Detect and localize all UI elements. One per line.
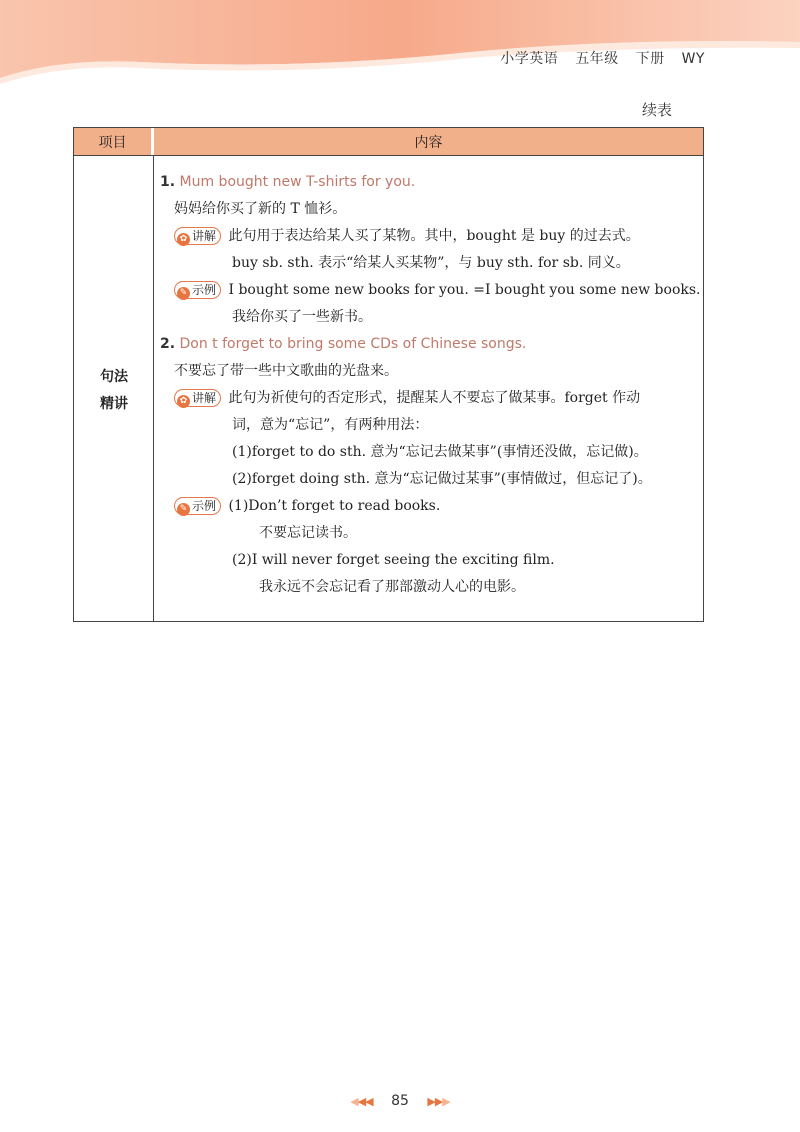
sentence-1-explain-text-2: buy sb. sth. 表示“给某人买某物”，与 buy sth. for sb. 同义。 <box>232 255 630 271</box>
row-label-line-1: 句法 <box>100 369 128 385</box>
header-banner <box>0 0 800 90</box>
sentence-2-example <box>174 496 440 516</box>
explain-tag: ✿ 讲解 <box>174 389 221 407</box>
page-number: 85 <box>391 1093 409 1109</box>
sentence-1-example-chinese: 我给你买了一些新书。 <box>232 309 372 325</box>
sentence-2-example-1-english: (1)Don’t forget to read books. <box>228 498 441 514</box>
sentence-1 <box>160 172 415 192</box>
grade-label: 五年级 <box>575 51 619 67</box>
sentence-1-explain <box>174 226 640 246</box>
sentence-2-number: 2. <box>160 336 176 352</box>
sentence-1-example <box>174 280 701 300</box>
row-label-cell <box>74 155 154 621</box>
row-label-line-2: 精讲 <box>100 396 128 412</box>
term-label: 下册 <box>635 51 665 67</box>
sentence-1-example-english: I bought some new books for you. =I bought you some new books. <box>228 282 701 298</box>
sentence-2-explain-text-1: 此句为祈使句的否定形式，提醒某人不要忘了做某事。forget 作动 <box>228 390 641 406</box>
sentence-2-explain-text-2: 词，意为“忘记”，有两种用法： <box>232 417 429 433</box>
sentence-2-translation: 不要忘了带一些中文歌曲的光盘来。 <box>174 363 398 379</box>
sentence-2-example-2-english: (2)I will never forget seeing the exciting film. <box>232 552 555 568</box>
explain-icon: ✿ <box>177 233 190 246</box>
next-arrows-icon: ▶▶▶ <box>427 1095 450 1108</box>
subject-label: 小学英语 <box>500 51 559 67</box>
pencil-icon: ✎ <box>177 503 190 516</box>
edition-label: WY <box>681 51 705 67</box>
sentence-1-translation: 妈妈给你买了新的 T 恤衫。 <box>174 201 347 217</box>
page-footer <box>0 1093 800 1109</box>
table-header-item: 项目 <box>74 128 154 155</box>
book-header <box>488 48 705 68</box>
sentence-1-english: Mum bought new T-shirts for you. <box>179 174 416 190</box>
sentence-2-explain-text-3: (1)forget to do sth. 意为“忘记去做某事”(事情还没做，忘记做)。 <box>232 444 648 460</box>
explain-icon: ✿ <box>177 395 190 408</box>
row-label <box>74 364 154 418</box>
sentence-2-explain-text-4: (2)forget doing sth. 意为“忘记做过某事”(事情做过，但忘记了)。 <box>232 471 652 487</box>
content-table <box>73 127 704 622</box>
example-tag: ✎ 示例 <box>174 497 221 515</box>
table-continued-label: 续表 <box>641 101 672 119</box>
sentence-2-english: Don t forget to bring some CDs of Chinese songs. <box>179 336 527 352</box>
table-header-content: 内容 <box>154 128 703 155</box>
sentence-2-example-2-chinese: 我永远不会忘记看了那部激动人心的电影。 <box>259 579 525 595</box>
sentence-1-explain-text-1: 此句用于表达给某人买了某物。其中，bought 是 buy 的过去式。 <box>228 228 640 244</box>
pencil-icon: ✎ <box>177 287 190 300</box>
sentence-2-explain <box>174 388 640 408</box>
example-tag: ✎ 示例 <box>174 281 221 299</box>
sentence-1-number: 1. <box>160 174 176 190</box>
explain-tag: ✿ 讲解 <box>174 227 221 245</box>
prev-arrows-icon: ◀◀◀ <box>350 1095 373 1108</box>
sentence-2-example-1-chinese: 不要忘记读书。 <box>259 525 357 541</box>
sentence-2 <box>160 334 526 354</box>
table-header-row <box>74 128 703 155</box>
row-content-cell <box>154 155 703 621</box>
